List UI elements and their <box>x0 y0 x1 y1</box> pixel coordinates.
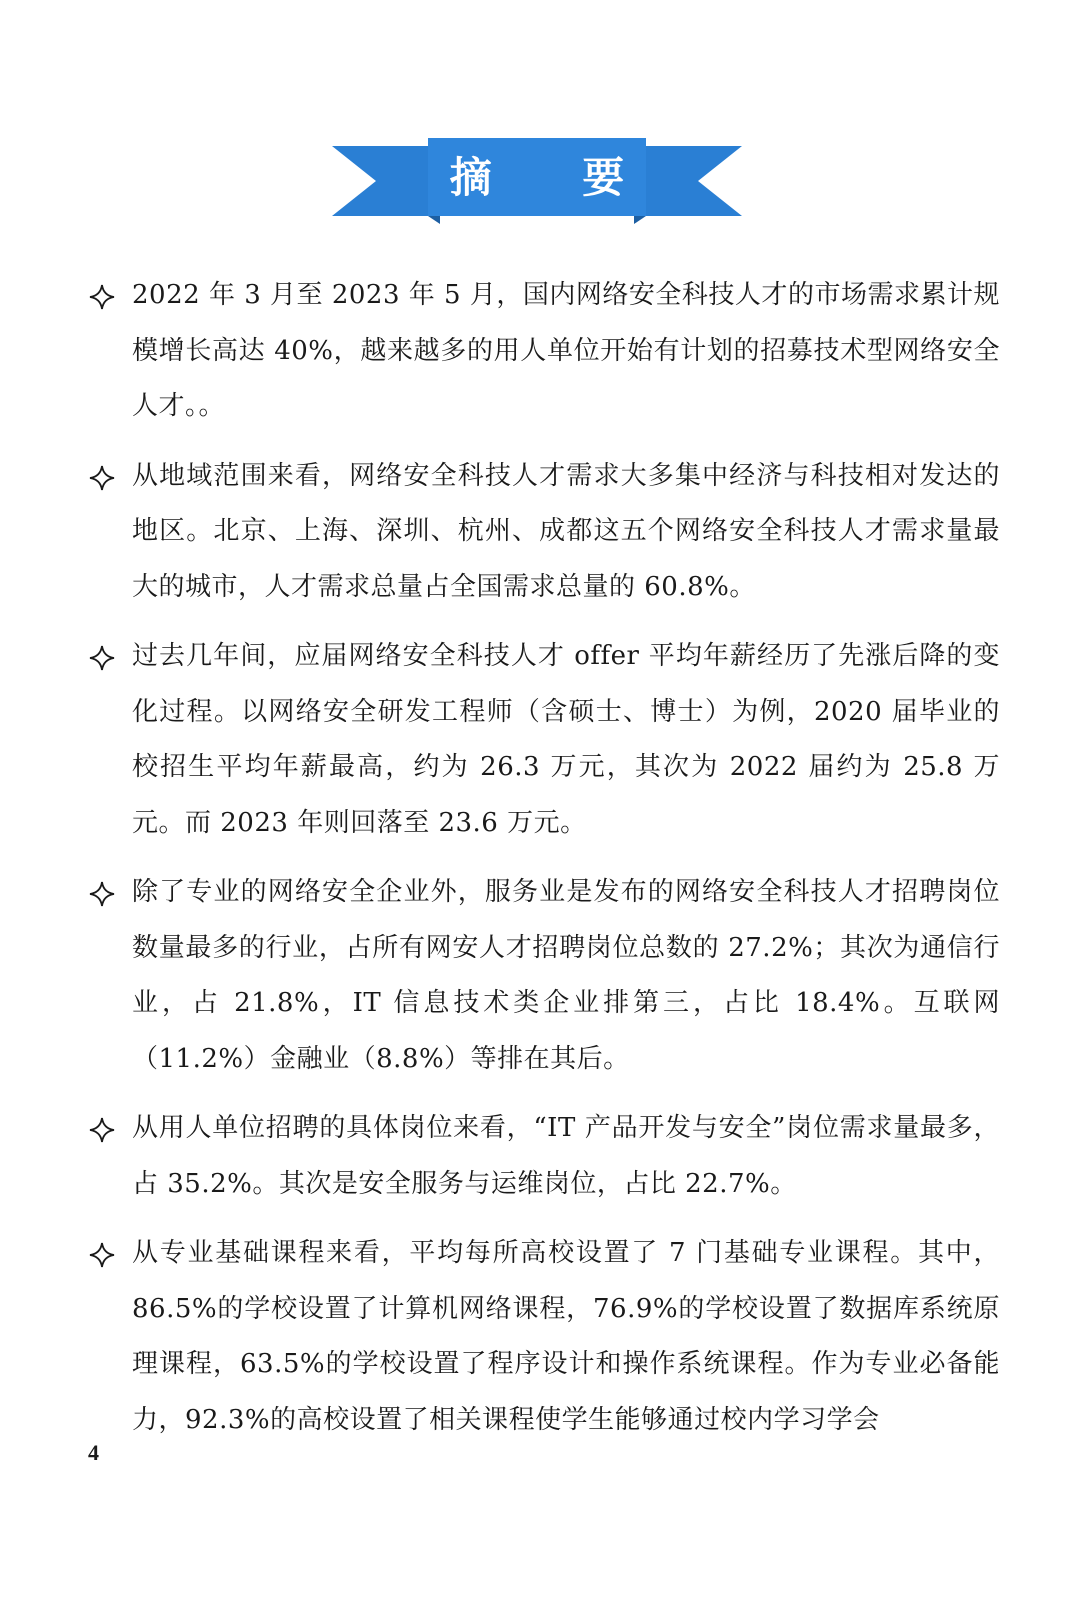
list-item <box>88 629 1000 851</box>
four-point-star-icon <box>88 283 116 311</box>
list-item-text: 从用人单位招聘的具体岗位来看，“IT 产品开发与安全”岗位需求量最多，占 35.2%。其次是安全服务与运维岗位，占比 22.7%。 <box>132 1113 1000 1199</box>
list-item-text: 从地域范围来看，网络安全科技人才需求大多集中经济与科技相对发达的地区。北京、上海、深圳、杭州、成都这五个网络安全科技人才需求量最大的城市，人才需求总量占全国需求总量的 60.8%。 <box>132 460 1000 602</box>
four-point-star-icon <box>88 1241 116 1269</box>
list-item-text: 从专业基础课程来看，平均每所高校设置了 7 门基础专业课程。其中，86.5%的学校设置了计算机网络课程，76.9%的学校设置了数据库系统原理课程，63.5%的学校设置了程序设计和操作系统课程。作为专业必备能力，92.3%的高校设置了相关课程使学生能够通过校内学习学会 <box>132 1238 1000 1435</box>
four-point-star-icon <box>88 644 116 672</box>
list-item <box>88 1226 1000 1448</box>
list-item-text: 2022 年 3 月至 2023 年 5 月，国内网络安全科技人才的市场需求累计规模增长高达 40%，越来越多的用人单位开始有计划的招募技术型网络安全人才。。 <box>132 280 1000 421</box>
page-number: 4 <box>88 1440 99 1465</box>
list-item-text: 过去几年间，应届网络安全科技人才 offer 平均年薪经历了先涨后降的变化过程。以网络安全研发工程师（含硕士、博士）为例，2020 届毕业的校招生平均年薪最高，约为 26.3 万元，其次为 2022 届约为 25.8 万元。而 2023 年则回落至 23.6 万元。 <box>132 641 1000 838</box>
summary-list <box>88 268 1000 1462</box>
list-item <box>88 865 1000 1087</box>
four-point-star-icon <box>88 880 116 908</box>
list-item-text: 除了专业的网络安全企业外，服务业是发布的网络安全科技人才招聘岗位数量最多的行业，占所有网安人才招聘岗位总数的 27.2%；其次为通信行业，占 21.8%，IT 信息技术类企业排第三，占比 18.4%。互联网（11.2%）金融业（8.8%）等排在其后。 <box>132 877 1000 1074</box>
four-point-star-icon <box>88 1116 116 1144</box>
page-title: 摘 要 <box>449 153 663 202</box>
four-point-star-icon <box>88 464 116 492</box>
list-item <box>88 449 1000 616</box>
list-item <box>88 1101 1000 1212</box>
title-banner <box>332 138 742 228</box>
list-item <box>88 268 1000 435</box>
